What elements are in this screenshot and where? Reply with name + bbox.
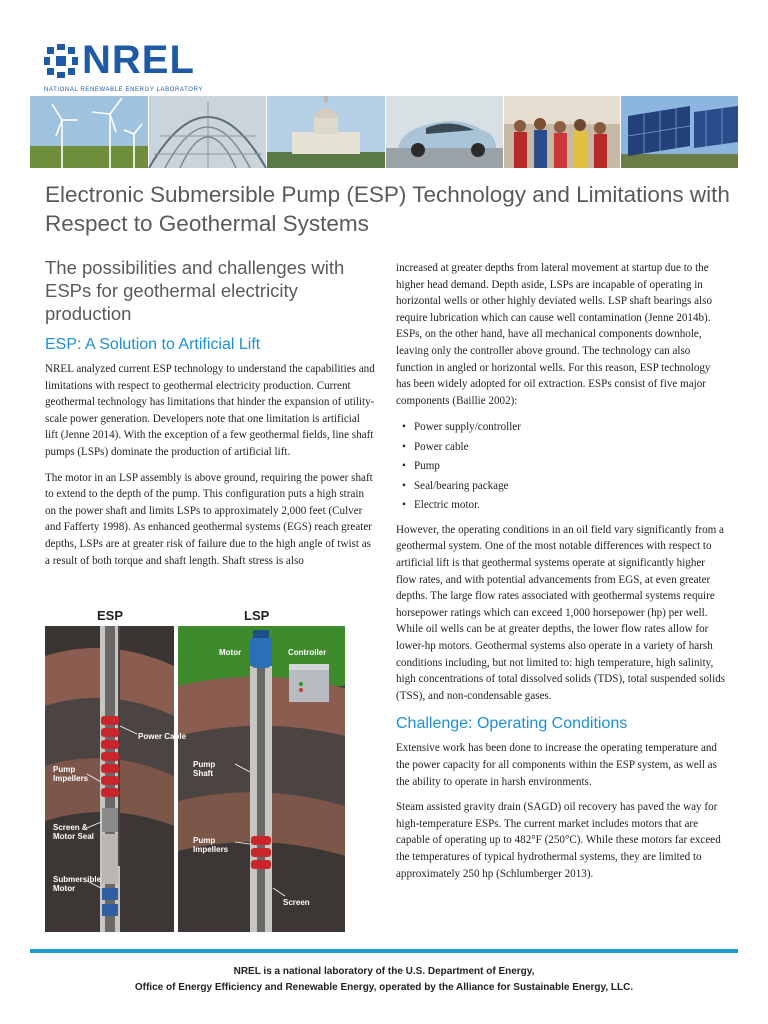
figure-label-esp: ESP (97, 608, 124, 623)
lsp-panel (178, 626, 345, 932)
footer (30, 964, 738, 996)
section-heading-operating-conditions: Challenge: Operating Conditions (396, 715, 628, 733)
wind-turbines-photo (30, 96, 148, 168)
photo-banner (30, 96, 738, 168)
left-column (45, 256, 375, 578)
paragraph: increased at greater depths from lateral movement at startup due to the higher head demand. Depth aside, LSPs are incapable of operating in horizontal wells or other highly deviated wells. LSP shaft bearings also require lubrication which can cause well contamination (Jenne 2014b). ESPs, on the other hand, have all mechanical components downhole, leaving only the controller above ground. The technology can also function in angled or horizontal wells. For this reason, ESP technology has been widely adopted for oil extraction. ESPs consist of five major components (Baillie 2002): (396, 262, 713, 407)
label-screen: Screen (283, 898, 310, 907)
paragraph: However, the operating conditions in an oil field vary significantly from a geothermal system. One of the most notable differences with respect to artificial lift is that geothermal systems operate at significantly higher flow rates, and with potential advancements from EGS, at even greater depths. The large flow rates associated with geothermal systems require horsepower ratings which can exceed 1,000 horsepower (hp) per well. While oil wells can be at greater depths, the lower flow rates allow for lower-hp motors. Geothermal systems also operate in a variety of harsh conditions including, but not limited to: high temperature, high salinity, high concentrations of total dissolved solids (TDS), total suspended solids (TSS), and non-condensable gases. (396, 523, 726, 702)
footer-rule (30, 949, 738, 953)
people-photo (504, 96, 620, 168)
page-title: Electronic Submersible Pump (ESP) Technology and Limitations with Respect to Geothermal Systems (45, 182, 730, 236)
label-screen-motor-seal: Screen & Motor Seal (53, 823, 94, 841)
label-power-cable: Power Cable (138, 732, 187, 741)
atrium-photo (149, 96, 266, 168)
subtitle: The possibilities and challenges with ESPs for geothermal electricity production (45, 257, 345, 324)
logo-subtitle: NATIONAL RENEWABLE ENERGY LABORATORY (44, 87, 203, 93)
solar-panels-photo (621, 96, 738, 168)
list-item: • Electric motor. (396, 496, 726, 516)
paragraph: Steam assisted gravity drain (SAGD) oil recovery has paved the way for high-temperature ESPs. The current market includes motors that are capable of operating up to 482°F (250°C). While these motors far exceed the temperatures of typical hydrothermal systems, they are limited to approximately 250 hp (Schlumberger 2013). (396, 801, 721, 880)
label-controller: Controller (288, 648, 327, 657)
list-item: • Seal/bearing package (396, 477, 726, 497)
label-pump-impellers: Pump Impellers (53, 765, 89, 783)
list-item: • Power cable (396, 438, 726, 458)
label-pump-shaft: Pump Shaft (193, 760, 216, 778)
footer-line-1: NREL is a national laboratory of the U.S. Department of Energy, (233, 966, 535, 977)
component-list (396, 418, 726, 516)
figure-label-lsp: LSP (244, 608, 270, 623)
paragraph: Extensive work has been done to increase the operating temperature and the power capacity for all components within the ESP system, as well as the ability to operate in harsh environments. (396, 742, 717, 788)
label-submersible-motor: Submersible Motor (53, 875, 102, 893)
label-motor: Motor (219, 648, 242, 657)
footer-line-2: Office of Energy Efficiency and Renewable Energy, operated by the Alliance for Sustainable Energy, LLC. (134, 982, 634, 993)
fact-sheet-page (30, 30, 738, 1024)
right-column (396, 260, 726, 891)
list-item: • Power supply/controller (396, 418, 726, 438)
section-heading-esp-solution: ESP: A Solution to Artificial Lift (45, 336, 261, 353)
paragraph: The motor in an LSP assembly is above ground, requiring the power shaft to extend to the depth of the pump. This configuration puts a high strain on the power shaft and limits LSPs to approximately 2,000 feet (Culver and Fafferty 1998). As enhanced geothermal systems (EGS) reach greater depths, LSPs are at greater risk of failure due to the high angle of twist as a result of both torque and shaft length. Shaft stress is also (45, 471, 373, 567)
nrel-logo-mark-icon (44, 44, 78, 78)
capitol-photo (267, 96, 385, 168)
esp-lsp-figure (45, 608, 345, 934)
label-lsp-pump-impellers: Pump Impellers (193, 836, 229, 854)
car-photo (386, 96, 503, 168)
logo-wordmark: NREL (82, 38, 195, 82)
nrel-logo (44, 38, 204, 102)
banner-photos (30, 96, 738, 168)
list-item: • Pump (396, 457, 726, 477)
paragraph: NREL analyzed current ESP technology to understand the capabilities and limitations with respect to geothermal electricity production. Current geothermal technology has limitations that hinder the expansion of utility-scale power generation. Developers note that one limitation is artificial lift (Jenne 2014). With the exception of a few geothermal fields, line shaft pumps (LSPs) dominate the production of artificial lift. (45, 363, 375, 458)
